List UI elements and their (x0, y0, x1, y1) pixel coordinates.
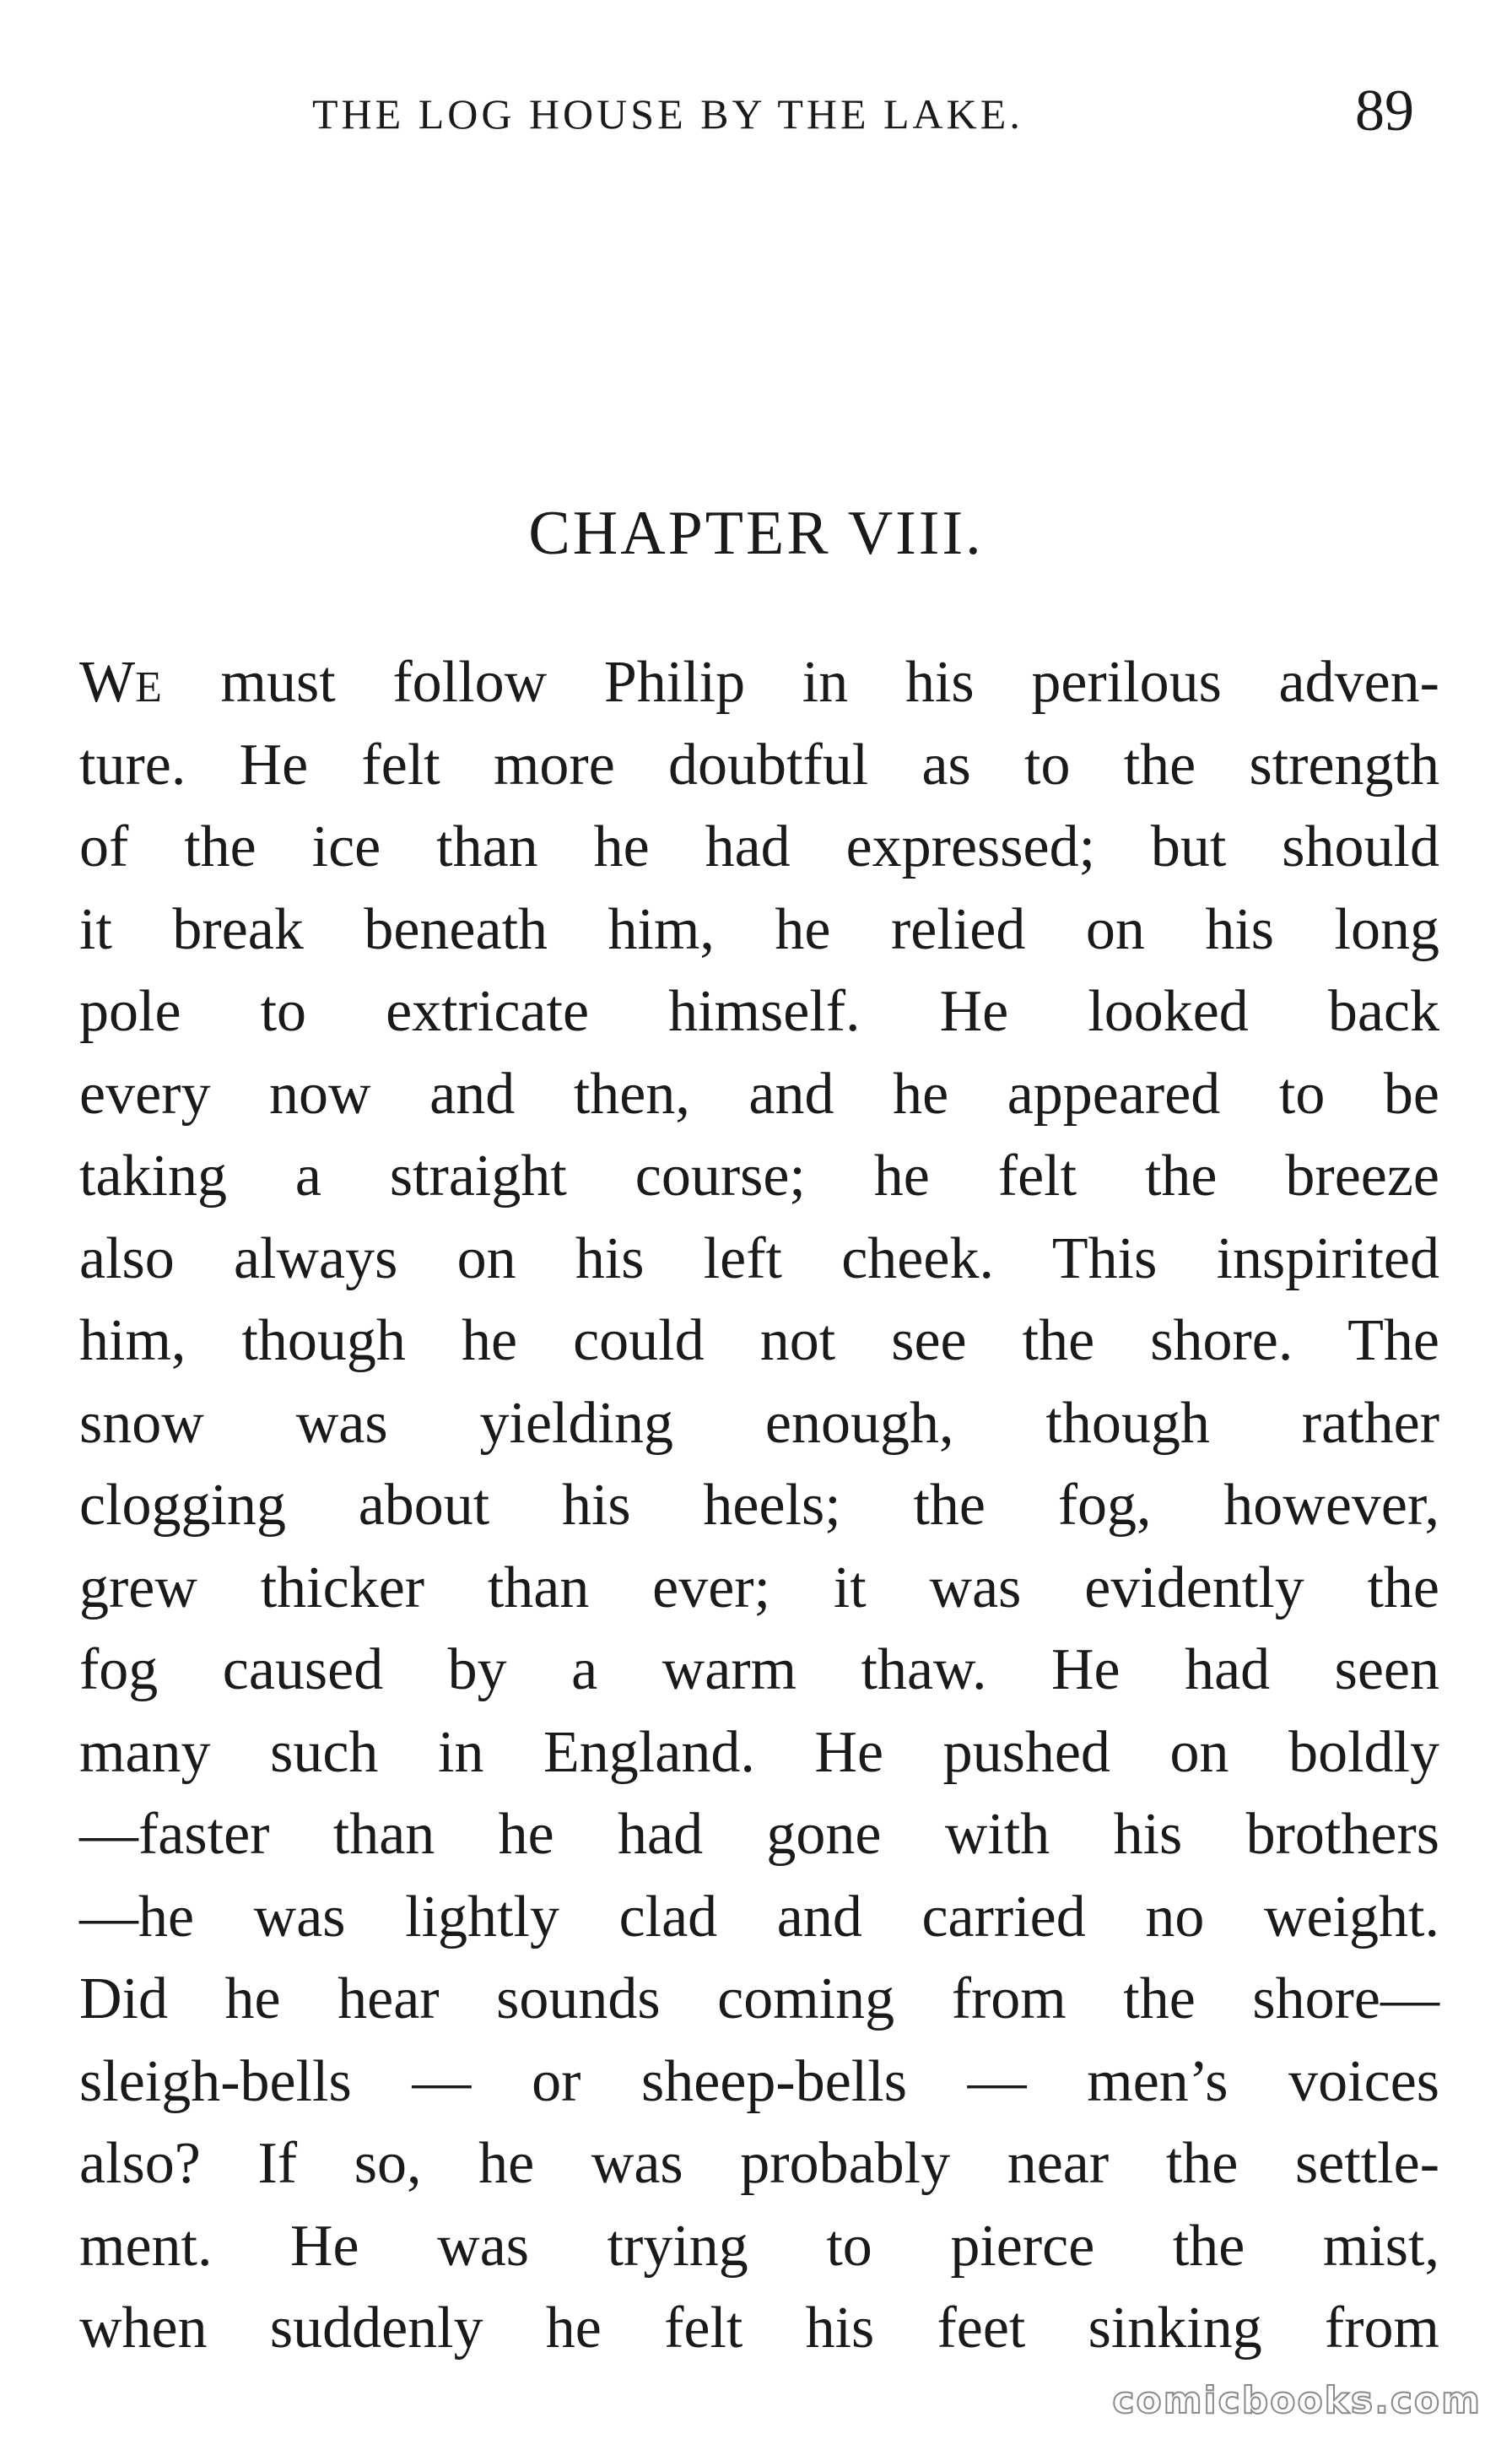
running-head (0, 78, 1512, 154)
page-number: 89 (1355, 78, 1414, 143)
text-line: ture. He felt more doubtful as to the strength (79, 732, 1439, 798)
text-line: clogging about his heels; the fog, however, (79, 1473, 1439, 1538)
text-line: grew thicker than ever; it was evidently the (79, 1555, 1439, 1620)
text-line: it break beneath him, he relied on his long (79, 896, 1439, 962)
text-line: —he was lightly clad and carried no weight. (79, 1884, 1439, 1950)
lead-initial: W (79, 650, 136, 715)
text-line: ment. He was trying to pierce the mist, (79, 2213, 1439, 2279)
text-line: fog caused by a warm thaw. He had seen (79, 1637, 1439, 1702)
text-line: Did he hear sounds coming from the shore— (79, 1966, 1439, 2031)
running-title: THE LOG HOUSE BY THE LAKE. (312, 90, 1023, 138)
chapter-title: CHAPTER VIII. (528, 499, 984, 568)
first-line-text: must follow Philip in his perilous adven- (163, 650, 1439, 715)
text-line: sleigh-bells — or sheep-bells — men’s voices (79, 2048, 1439, 2114)
text-line: him, though he could not see the shore. The (79, 1308, 1439, 1373)
text-line: also always on his left cheek. This inspirited (79, 1225, 1439, 1291)
text-line: also? If so, he was probably near the settle- (79, 2131, 1439, 2196)
text-line: when suddenly he felt his feet sinking from (79, 2296, 1439, 2361)
text-line: taking a straight course; he felt the breeze (79, 1144, 1439, 1209)
text-line: every now and then, and he appeared to be (79, 1061, 1439, 1127)
body-text (79, 641, 1439, 2370)
lead-small-caps: E (135, 663, 164, 711)
text-line: of the ice than he had expressed; but should (79, 814, 1439, 879)
text-line: snow was yielding enough, though rather (79, 1390, 1439, 1456)
watermark: comicbooks.com (1112, 2379, 1482, 2422)
text-line: many such in England. He pushed on boldly (79, 1719, 1439, 1785)
text-line (79, 641, 1439, 724)
text-line: —faster than he had gone with his brothers (79, 1802, 1439, 1867)
text-line: pole to extricate himself. He looked back (79, 979, 1439, 1044)
